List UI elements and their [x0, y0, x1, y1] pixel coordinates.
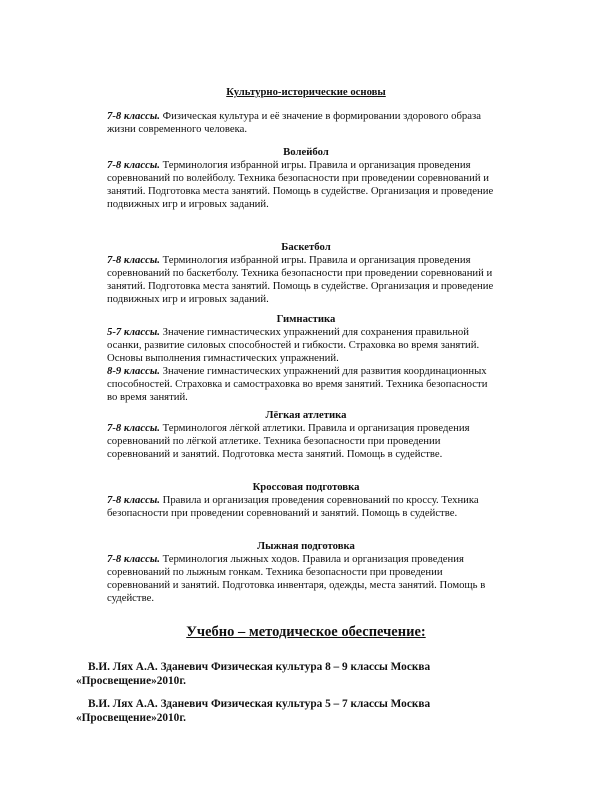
grade-label: 7-8 классы.: [107, 494, 160, 506]
reference-line: В.И. Лях А.А. Зданевич Физическая культура 5 – 7 классы Москва: [88, 698, 431, 710]
reference-line: «Просвещение»2010г.: [76, 675, 187, 687]
methodology-title: Учебно – методическое обеспечение:: [186, 624, 426, 640]
section-title-basketball: Баскетбол: [281, 241, 331, 253]
paragraph-text: Терминология лыжных ходов. Правила и организация проведения соревнований по лыжным гонкам. Техника безопасности при проведении соревнований и занятий. Подготовка инвентаря, одежды, места занятий. Помощь в судействе.: [107, 553, 486, 605]
grade-label: 7-8 классы.: [107, 159, 160, 171]
paragraph: [107, 159, 495, 211]
grade-label: 7-8 классы.: [107, 110, 160, 122]
paragraph: [107, 365, 495, 404]
reference-line: «Просвещение»2010г.: [76, 712, 187, 724]
paragraph-text: Физическая культура и её значение в формировании здорового образа жизни современного человека.: [107, 110, 481, 136]
grade-label: 7-8 классы.: [107, 422, 160, 434]
grade-label: 7-8 классы.: [107, 254, 160, 266]
grade-label: 5-7 классы.: [107, 326, 160, 338]
paragraph: [107, 326, 495, 365]
reference-line: В.И. Лях А.А. Зданевич Физическая культура 8 – 9 классы Москва: [88, 661, 431, 673]
reference-item: [76, 697, 536, 725]
section-title-gymnastics: Гимнастика: [276, 313, 336, 325]
paragraph-text: Правила и организация проведения соревнований по кроссу. Техника безопасности при проведении соревнований и занятий. Помощь в судействе.: [107, 494, 479, 520]
section-body-athletics: [107, 422, 495, 461]
section-body-basketball: [107, 254, 495, 306]
grade-label: 7-8 классы.: [107, 553, 160, 565]
paragraph: [107, 494, 495, 520]
section-title-skiing: Лыжная подготовка: [257, 540, 355, 552]
section-title-volleyball: Волейбол: [283, 146, 329, 158]
paragraph-text: Терминологоя лёгкой атлетики. Правила и организация проведения соревнований по лёгкой атлетике. Техника безопасности при проведении соревнований и занятий. Подготовка места занятий. Помощь в судействе.: [107, 422, 470, 461]
paragraph: [107, 110, 495, 136]
section-body-volleyball: [107, 159, 495, 211]
paragraph: [107, 254, 495, 306]
section-body-skiing: [107, 553, 495, 605]
section-body-cross-country: [107, 494, 495, 520]
paragraph-text: Значение гимнастических упражнений для сохранения правильной осанки, развитие силовых способностей и гибкости. Страховка во время занятий. Основы выполнения гимнастических упражнений.: [107, 326, 480, 365]
paragraph-text: Значение гимнастических упражнений для развития координационных способностей. Страховка и самостраховка во время занятий. Техника безопасности во время занятий.: [107, 365, 488, 404]
paragraph-text: Терминология избранной игры. Правила и организация проведения соревнований по баскетболу. Техника безопасности при проведении соревнований и занятий. Подготовка места занятий. Помощь в судействе. Организация и проведение подвижных игр и игровых заданий.: [107, 254, 494, 306]
reference-item: [76, 660, 536, 688]
section-title-cultural-history: Культурно-исторические основы: [226, 86, 386, 98]
section-title-athletics: Лёгкая атлетика: [265, 409, 347, 421]
grade-label: 8-9 классы.: [107, 365, 160, 378]
paragraph: [107, 422, 495, 461]
section-title-cross-country: Кроссовая подготовка: [252, 481, 360, 493]
paragraph-text: Терминология избранной игры. Правила и организация проведения соревнований по волейболу. Техника безопасности при проведении соревнований и занятий. Подготовка места занятий. Помощь в судействе. Организация и проведение подвижных игр и игровых заданий.: [107, 159, 494, 211]
section-body-cultural-history: [107, 110, 495, 136]
paragraph: [107, 553, 495, 605]
section-body-gymnastics: [107, 326, 495, 405]
